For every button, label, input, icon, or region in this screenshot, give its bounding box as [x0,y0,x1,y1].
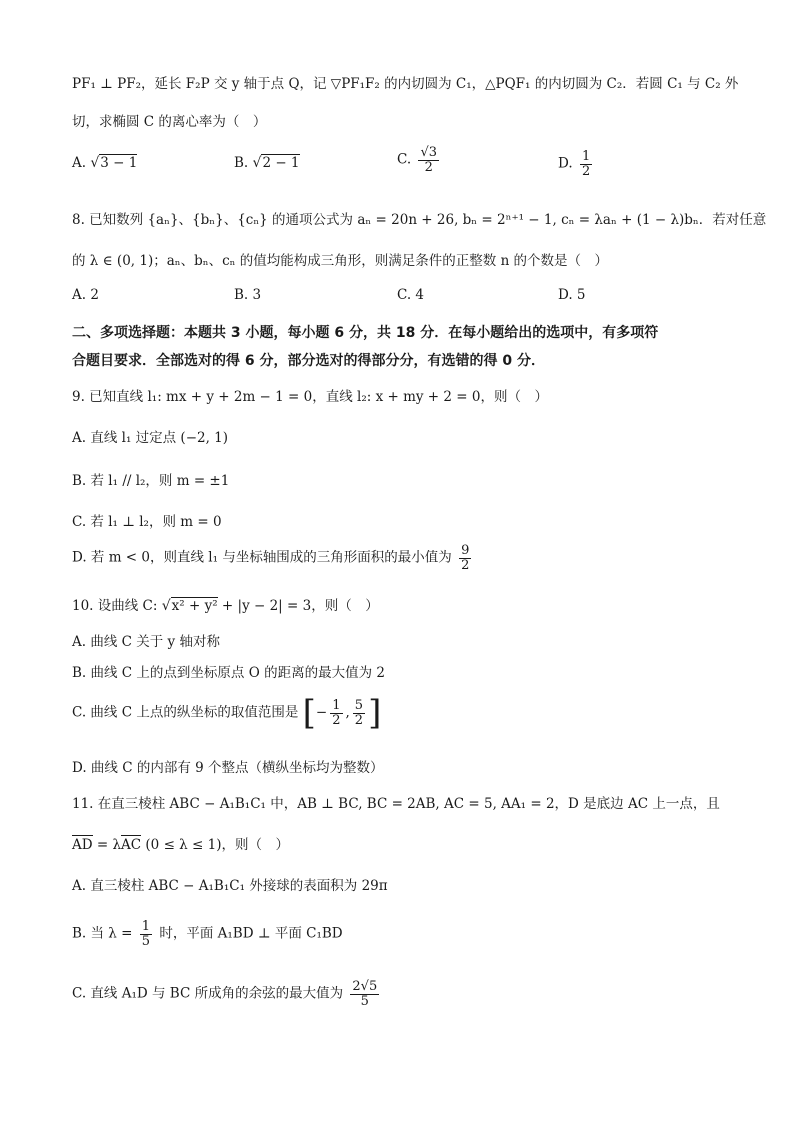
fraction-numerator: 9 [461,543,470,558]
q8-line2: 的 λ ∈ (0, 1)；aₙ、bₙ、cₙ 的值均能构成三角形，则满足条件的正整数 n 的个数是（ ） [72,253,609,269]
sqrt-icon: √ [252,155,262,171]
fraction-denominator: 5 [360,993,369,1009]
q8-option-b: B. 3 [234,287,262,303]
q7-option-b-value: 2 − 1 [262,155,300,171]
fraction-numerator: 1 [332,697,341,713]
q9-stem: 9. 已知直线 l₁: mx + y + 2m − 1 = 0，直线 l₂: x + my + 2 = 0，则（ ） [72,389,548,405]
q11-line2 [72,833,289,853]
q10-option-c-fraction-2 [353,699,365,727]
q10-stem-radicand: x² + y² [171,598,218,614]
q11-option-c-text: C. 直线 A₁D 与 BC 所成角的余弦的最大值为 [72,985,344,1002]
q7-option-d-label: D. [558,155,573,172]
q9-option-d-text: D. 若 m < 0，则直线 l₁ 与坐标轴围成的三角形面积的最小值为 [72,549,452,566]
q7-line1: PF₁ ⊥ PF₂，延长 F₂P 交 y 轴于点 Q，记 ▽PF₁F₂ 的内切圆为 C₁，△PQF₁ 的内切圆为 C₂．若圆 C₁ 与 C₂ 外 [72,76,739,92]
q11-option-b-suffix: 时，平面 A₁BD ⊥ 平面 C₁BD [159,925,343,942]
fraction-numerator: √3 [420,145,437,160]
fraction-denominator: 2 [332,712,341,728]
vector-ad: AD [72,837,93,853]
sqrt-icon: √ [161,598,171,614]
q11-line1: 11. 在直三棱柱 ABC − A₁B₁C₁ 中，AB ⊥ BC, BC = 2AB, AC = 5, AA₁ = 2，D 是底边 AC 上一点，且 [72,796,720,812]
q11-option-b [72,920,343,948]
fraction-numerator: 2√5 [352,979,378,994]
q10-option-c-fraction-1 [330,699,342,727]
q10-option-d: D. 曲线 C 的内部有 9 个整点（横纵坐标均为整数） [72,760,384,776]
q7-option-c-fraction [418,146,439,174]
q10-option-c-text: C. 曲线 C 上点的纵坐标的取值范围是 [72,704,299,721]
q11-line2-suffix: (0 ≤ λ ≤ 1)，则（ ） [141,837,289,853]
q11-option-a: A. 直三棱柱 ABC − A₁B₁C₁ 外接球的表面积为 29π [72,878,388,894]
fraction-denominator: 2 [354,712,364,728]
q8-option-a: A. 2 [72,287,99,303]
fraction-numerator: 1 [141,919,151,934]
fraction-denominator: 2 [461,557,470,573]
q10-option-a: A. 曲线 C 关于 y 轴对称 [72,634,220,650]
sqrt-icon: √ [90,155,100,171]
q7-option-c-label: C. [397,151,412,168]
q7-line2: 切，求椭圆 C 的离心率为（ ） [72,114,267,130]
q9-option-c: C. 若 l₁ ⊥ l₂，则 m = 0 [72,514,222,530]
q10-stem [72,594,379,614]
q7-option-d [558,150,595,178]
q11-option-c [72,980,382,1008]
q8-line1: 8. 已知数列 {aₙ}、{bₙ}、{cₙ} 的通项公式为 aₙ = 20n + 26, bₙ = 2ⁿ⁺¹ − 1, cₙ = λaₙ + (1 − λ)bₙ．若对任意 [72,212,767,228]
q7-option-a-value: 3 − 1 [100,155,138,171]
q7-option-b [234,155,300,171]
vector-ac: AC [121,837,142,853]
q10-option-b: B. 曲线 C 上的点到坐标原点 O 的距离的最大值为 2 [72,665,385,681]
q7-option-a-label: A. [72,155,87,171]
q9-option-b: B. 若 l₁ // l₂，则 m = ±1 [72,473,230,489]
fraction-numerator: 5 [354,697,364,713]
fraction-denominator: 5 [141,933,151,949]
q8-option-c: C. 4 [397,287,425,303]
q10-option-c: C. 曲线 C 上点的纵坐标的取值范围是 [− $\frac{1}{2}$ , $\frac{5}{2}$ ] [72,693,382,733]
section2-line1: 二、多项选择题：本题共 3 小题，每小题 6 分，共 18 分．在每小题给出的选项中，有多项符 [72,325,659,341]
section2-line2: 合题目要求．全部选对的得 6 分，部分选对的得部分分，有选错的得 0 分． [72,353,545,369]
q11-option-b-prefix: B. 当 λ = [72,925,133,942]
right-bracket-icon: ] [368,693,382,733]
q9-option-d-fraction [459,544,471,572]
q7-option-a [72,155,137,171]
fraction-denominator: 2 [424,159,433,175]
q9-option-a: A. 直线 l₁ 过定点 (−2, 1) [72,430,229,446]
q10-stem-suffix: + |y − 2| = 3，则（ ） [217,598,379,614]
q11-option-b-fraction [140,920,152,948]
fraction-numerator: 1 [581,149,591,164]
q10-stem-prefix: 10. 设曲线 C: [72,598,158,614]
left-bracket-icon: [ [302,693,316,733]
q9-option-d [72,544,474,572]
q7-option-d-fraction [580,150,592,178]
q7-option-b-label: B. [234,155,249,171]
fraction-denominator: 2 [581,163,591,179]
q11-line2-mid: = λ [92,837,122,853]
q7-option-c [397,146,442,174]
q8-option-d: D. 5 [558,287,586,303]
q11-option-c-fraction [350,980,379,1008]
